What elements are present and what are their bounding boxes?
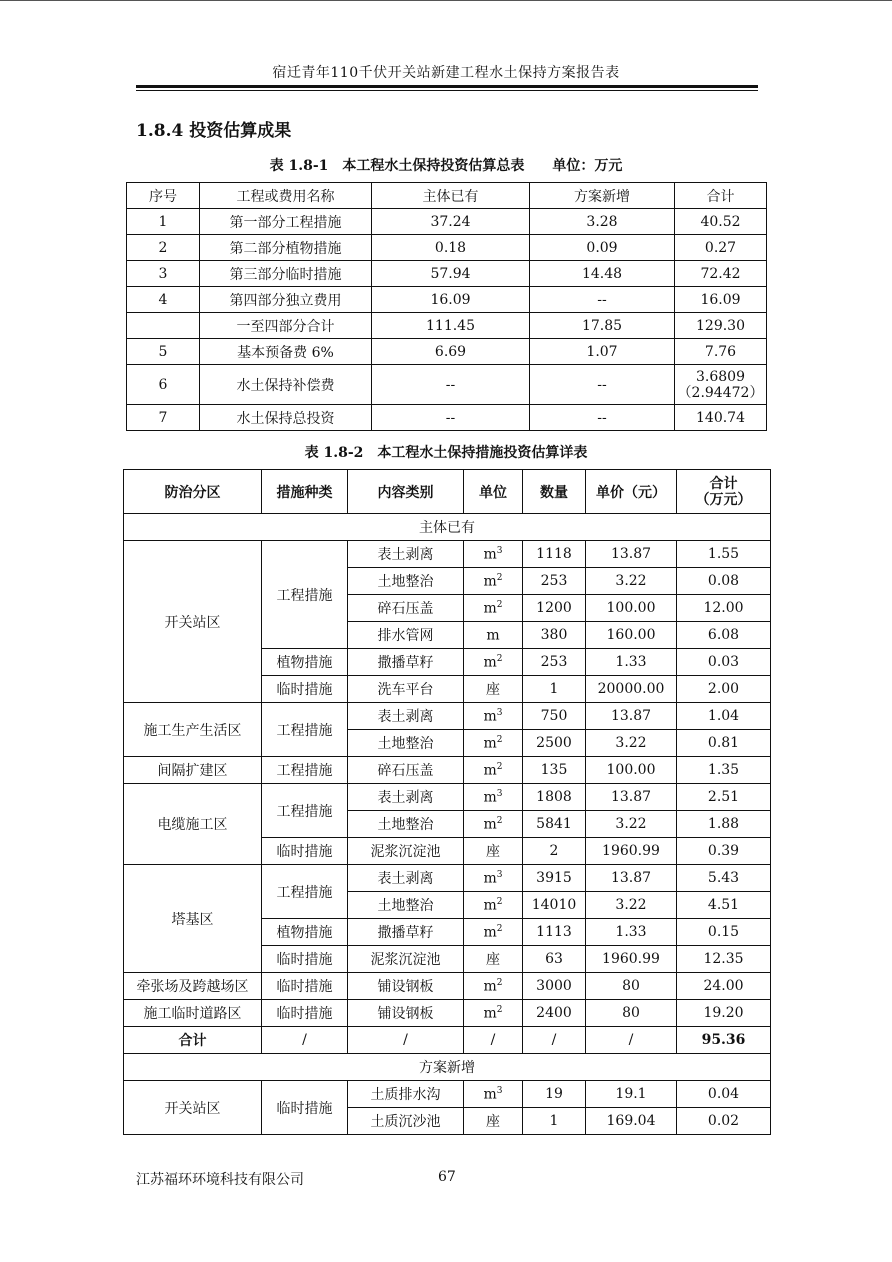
unit-exp: 2 [496,653,503,664]
table2-caption: 表 1.8-2 本工程水土保持措施投资估算详表 [304,445,588,461]
unit-exp: 2 [496,815,503,826]
content-cell: 撒播草籽 [348,649,464,676]
table-row [124,865,771,892]
table-cell: 0.27 [675,235,767,261]
table-cell: 4 [127,287,200,313]
unit-exp: 2 [496,761,503,772]
table-row [124,784,771,811]
table-cell: -- [372,405,530,431]
table-cell: 2 [127,235,200,261]
compensation-total-sub: （2.94472） [677,384,764,401]
content-cell: 洗车平台 [348,676,464,703]
unit-exp: 3 [496,1085,503,1096]
unit-cell [464,757,523,784]
price-cell: 80 [586,1000,677,1027]
unit-text: 座 [486,1114,500,1130]
unit-exp: 2 [496,734,503,745]
table-row [124,703,771,730]
table-row [127,261,767,287]
content-cell: 土地整治 [348,568,464,595]
table-cell: 14.48 [530,261,675,287]
table1-header-cell: 序号 [127,183,200,209]
price-cell: 1960.99 [586,946,677,973]
table-cell: -- [530,405,675,431]
total-cell: 12.35 [677,946,771,973]
qty-cell: 135 [523,757,586,784]
table-row [127,235,767,261]
price-cell: 1960.99 [586,838,677,865]
table-cell: 第一部分工程措施 [200,209,372,235]
qty-cell: 1 [523,1108,586,1135]
total-cell: 19.20 [677,1000,771,1027]
price-cell: 3.22 [586,568,677,595]
unit-cell [464,568,523,595]
total-cell: 0.08 [677,568,771,595]
table-row [127,209,767,235]
price-cell: 100.00 [586,757,677,784]
content-cell: 泥浆沉淀池 [348,838,464,865]
unit-cell [464,784,523,811]
measure-cell: 植物措施 [262,649,348,676]
unit-cell [464,703,523,730]
measure-cell: 临时措施 [262,1000,348,1027]
table2-header-cell: 单位 [464,470,523,514]
qty-cell: 380 [523,622,586,649]
price-cell: 169.04 [586,1108,677,1135]
unit-exp: 3 [496,788,503,799]
content-cell: 碎石压盖 [348,757,464,784]
measure-cell: 植物措施 [262,919,348,946]
table-cell: 57.94 [372,261,530,287]
unit-cell [464,919,523,946]
qty-cell: 2500 [523,730,586,757]
table-cell: 140.74 [675,405,767,431]
content-cell: 土地整治 [348,892,464,919]
qty-cell: 3000 [523,973,586,1000]
measure-cell: 工程措施 [262,703,348,757]
table-cell: 129.30 [675,313,767,339]
total-cell: 1.04 [677,703,771,730]
table1-header-cell: 合计 [675,183,767,209]
page-top-border [0,0,892,1]
price-cell: 160.00 [586,622,677,649]
group-row-new [124,1054,771,1081]
zone-cell: 间隔扩建区 [124,757,262,784]
total-cell: 5.43 [677,865,771,892]
table1-header-cell: 方案新增 [530,183,675,209]
total-cell: 1.35 [677,757,771,784]
unit-exp: 2 [496,572,503,583]
subtotal-cell: / [464,1027,523,1054]
content-cell: 土地整治 [348,730,464,757]
qty-cell: 1118 [523,541,586,568]
unit-text: m [483,708,497,725]
content-cell: 排水管网 [348,622,464,649]
unit-cell [464,541,523,568]
zone-cell: 开关站区 [124,541,262,703]
unit-exp: 2 [496,599,503,610]
total-cell: 0.39 [677,838,771,865]
header-rule-thin [136,90,758,91]
unit-cell [464,946,523,973]
unit-exp: 2 [496,896,503,907]
price-cell: 13.87 [586,784,677,811]
unit-cell [464,973,523,1000]
table-cell: 111.45 [372,313,530,339]
table-cell: 6.69 [372,339,530,365]
table-cell: 基本预备费 6% [200,339,372,365]
price-cell: 13.87 [586,541,677,568]
table2-header-cell: 内容类别 [348,470,464,514]
measure-cell: 临时措施 [262,946,348,973]
table1-header-cell: 主体已有 [372,183,530,209]
content-cell: 土地整治 [348,811,464,838]
zone-cell: 施工临时道路区 [124,1000,262,1027]
compensation-total: 3.6809 [696,368,745,385]
price-cell: 100.00 [586,595,677,622]
table-cell: -- [372,365,530,405]
page-header: 宿迁青年110千伏开关站新建工程水土保持方案报告表 [272,65,620,81]
price-cell: 13.87 [586,703,677,730]
group-label: 主体已有 [124,514,771,541]
table2-header-cell: 数量 [523,470,586,514]
section-title: 1.8.4 投资估算成果 [136,121,292,141]
table1-header-cell: 工程或费用名称 [200,183,372,209]
qty-cell: 253 [523,568,586,595]
subtotal-cell: / [348,1027,464,1054]
total-cell: 0.04 [677,1081,771,1108]
table-row [127,313,767,339]
qty-cell: 1113 [523,919,586,946]
qty-cell: 750 [523,703,586,730]
qty-cell: 19 [523,1081,586,1108]
qty-cell: 1 [523,676,586,703]
unit-text: m [483,1086,497,1103]
table-cell [127,313,200,339]
qty-cell: 3915 [523,865,586,892]
total-cell: 6.08 [677,622,771,649]
table-cell: 第四部分独立费用 [200,287,372,313]
measure-cell: 临时措施 [262,1081,348,1135]
total-cell: 24.00 [677,973,771,1000]
unit-text: m [483,924,497,941]
table-cell [675,365,767,405]
price-cell: 19.1 [586,1081,677,1108]
unit-cell [464,1000,523,1027]
unit-cell [464,811,523,838]
table-row [124,541,771,568]
subtotal-total: 95.36 [677,1027,771,1054]
table-cell: 第三部分临时措施 [200,261,372,287]
table2-header-cell: 措施种类 [262,470,348,514]
zone-cell: 电缆施工区 [124,784,262,865]
unit-cell [464,622,523,649]
unit-exp: 2 [496,1004,503,1015]
unit-text: 座 [486,952,500,968]
table-cell: 1.07 [530,339,675,365]
content-cell: 铺设钢板 [348,1000,464,1027]
price-cell: 3.22 [586,730,677,757]
qty-cell: 1200 [523,595,586,622]
table2-header-cell: 单价（元） [586,470,677,514]
investment-summary-table [126,182,767,431]
unit-text: m [483,789,497,806]
measure-cell: 临时措施 [262,838,348,865]
measure-cell: 工程措施 [262,865,348,919]
price-cell: 3.22 [586,892,677,919]
total-cell: 2.00 [677,676,771,703]
unit-cell [464,676,523,703]
total-cell: 1.55 [677,541,771,568]
total-cell: 0.15 [677,919,771,946]
group-row-existing [124,514,771,541]
table-row [127,405,767,431]
table-cell: 3.28 [530,209,675,235]
header-rule-thick [136,85,758,88]
table-cell: 水土保持总投资 [200,405,372,431]
content-cell: 表土剥离 [348,541,464,568]
unit-exp: 3 [496,707,503,718]
unit-cell [464,892,523,919]
unit-text: m [483,600,497,617]
table-cell: -- [530,287,675,313]
total-cell: 4.51 [677,892,771,919]
table-cell: 一至四部分合计 [200,313,372,339]
table-cell: -- [530,365,675,405]
zone-cell: 牵张场及跨越场区 [124,973,262,1000]
zone-cell: 施工生产生活区 [124,703,262,757]
qty-cell: 253 [523,649,586,676]
unit-text: m [483,870,497,887]
qty-cell: 5841 [523,811,586,838]
table-cell: 17.85 [530,313,675,339]
table-cell: 16.09 [675,287,767,313]
unit-exp: 3 [496,869,503,880]
subtotal-cell: / [523,1027,586,1054]
subtotal-cell: / [586,1027,677,1054]
content-cell: 表土剥离 [348,784,464,811]
total-cell: 12.00 [677,595,771,622]
total-cell: 0.03 [677,649,771,676]
table-cell: 7 [127,405,200,431]
table-cell: 37.24 [372,209,530,235]
unit-cell [464,649,523,676]
total-cell: 2.51 [677,784,771,811]
table-row [124,757,771,784]
measure-cell: 临时措施 [262,973,348,1000]
table2-header-cell [677,470,771,514]
unit-exp: 2 [496,923,503,934]
unit-text: m [483,1005,497,1022]
unit-text: m [483,573,497,590]
unit-text: m [483,762,497,779]
table-cell: 6 [127,365,200,405]
content-cell: 碎石压盖 [348,595,464,622]
measure-cell: 工程措施 [262,541,348,649]
table-cell: 40.52 [675,209,767,235]
unit-cell [464,838,523,865]
unit-text: 座 [486,682,500,698]
unit-exp: 2 [496,977,503,988]
total-header-unit: （万元） [695,491,752,508]
unit-text: m [483,816,497,833]
total-header-label: 合计 [709,475,738,492]
unit-cell [464,1108,523,1135]
zone-cell: 塔基区 [124,865,262,973]
table-row [124,973,771,1000]
zone-cell: 开关站区 [124,1081,262,1135]
unit-text: m [483,546,497,563]
content-cell: 土质沉沙池 [348,1108,464,1135]
table-row [124,1081,771,1108]
content-cell: 铺设钢板 [348,973,464,1000]
table-row [127,365,767,405]
price-cell: 13.87 [586,865,677,892]
group-label: 方案新增 [124,1054,771,1081]
qty-cell: 2 [523,838,586,865]
measure-cell: 工程措施 [262,784,348,838]
table-cell: 16.09 [372,287,530,313]
subtotal-label: 合计 [124,1027,262,1054]
page-number: 67 [438,1169,456,1185]
total-cell: 0.81 [677,730,771,757]
price-cell: 20000.00 [586,676,677,703]
measure-cell: 临时措施 [262,676,348,703]
unit-cell [464,595,523,622]
unit-text: 座 [486,844,500,860]
table-row [124,1000,771,1027]
table-cell: 7.76 [675,339,767,365]
table1-header-row [127,183,767,209]
table-cell: 5 [127,339,200,365]
table-row [127,287,767,313]
qty-cell: 1808 [523,784,586,811]
unit-text: m [483,978,497,995]
table-cell: 0.18 [372,235,530,261]
unit-text: m [483,735,497,752]
unit-text: m [486,627,500,644]
unit-text: m [483,897,497,914]
table-cell: 1 [127,209,200,235]
total-cell: 1.88 [677,811,771,838]
content-cell: 表土剥离 [348,865,464,892]
table-row [127,339,767,365]
content-cell: 表土剥离 [348,703,464,730]
table-cell: 72.42 [675,261,767,287]
unit-exp: 3 [496,545,503,556]
subtotal-row [124,1027,771,1054]
table-cell: 第二部分植物措施 [200,235,372,261]
content-cell: 土质排水沟 [348,1081,464,1108]
price-cell: 1.33 [586,649,677,676]
qty-cell: 63 [523,946,586,973]
unit-cell [464,730,523,757]
content-cell: 撒播草籽 [348,919,464,946]
content-cell: 泥浆沉淀池 [348,946,464,973]
total-cell: 0.02 [677,1108,771,1135]
table-cell: 3 [127,261,200,287]
unit-cell [464,1081,523,1108]
qty-cell: 2400 [523,1000,586,1027]
unit-cell [464,865,523,892]
table1-caption: 表 1.8-1 本工程水土保持投资估算总表 单位：万元 [269,158,623,174]
table-cell: 0.09 [530,235,675,261]
measure-investment-detail-table [123,469,771,1135]
footer-company: 江苏福环环境科技有限公司 [136,1172,304,1188]
price-cell: 1.33 [586,919,677,946]
subtotal-cell: / [262,1027,348,1054]
table2-header-row [124,470,771,514]
measure-cell: 工程措施 [262,757,348,784]
unit-text: m [483,654,497,671]
qty-cell: 14010 [523,892,586,919]
table-cell: 水土保持补偿费 [200,365,372,405]
table2-header-cell: 防治分区 [124,470,262,514]
price-cell: 3.22 [586,811,677,838]
price-cell: 80 [586,973,677,1000]
